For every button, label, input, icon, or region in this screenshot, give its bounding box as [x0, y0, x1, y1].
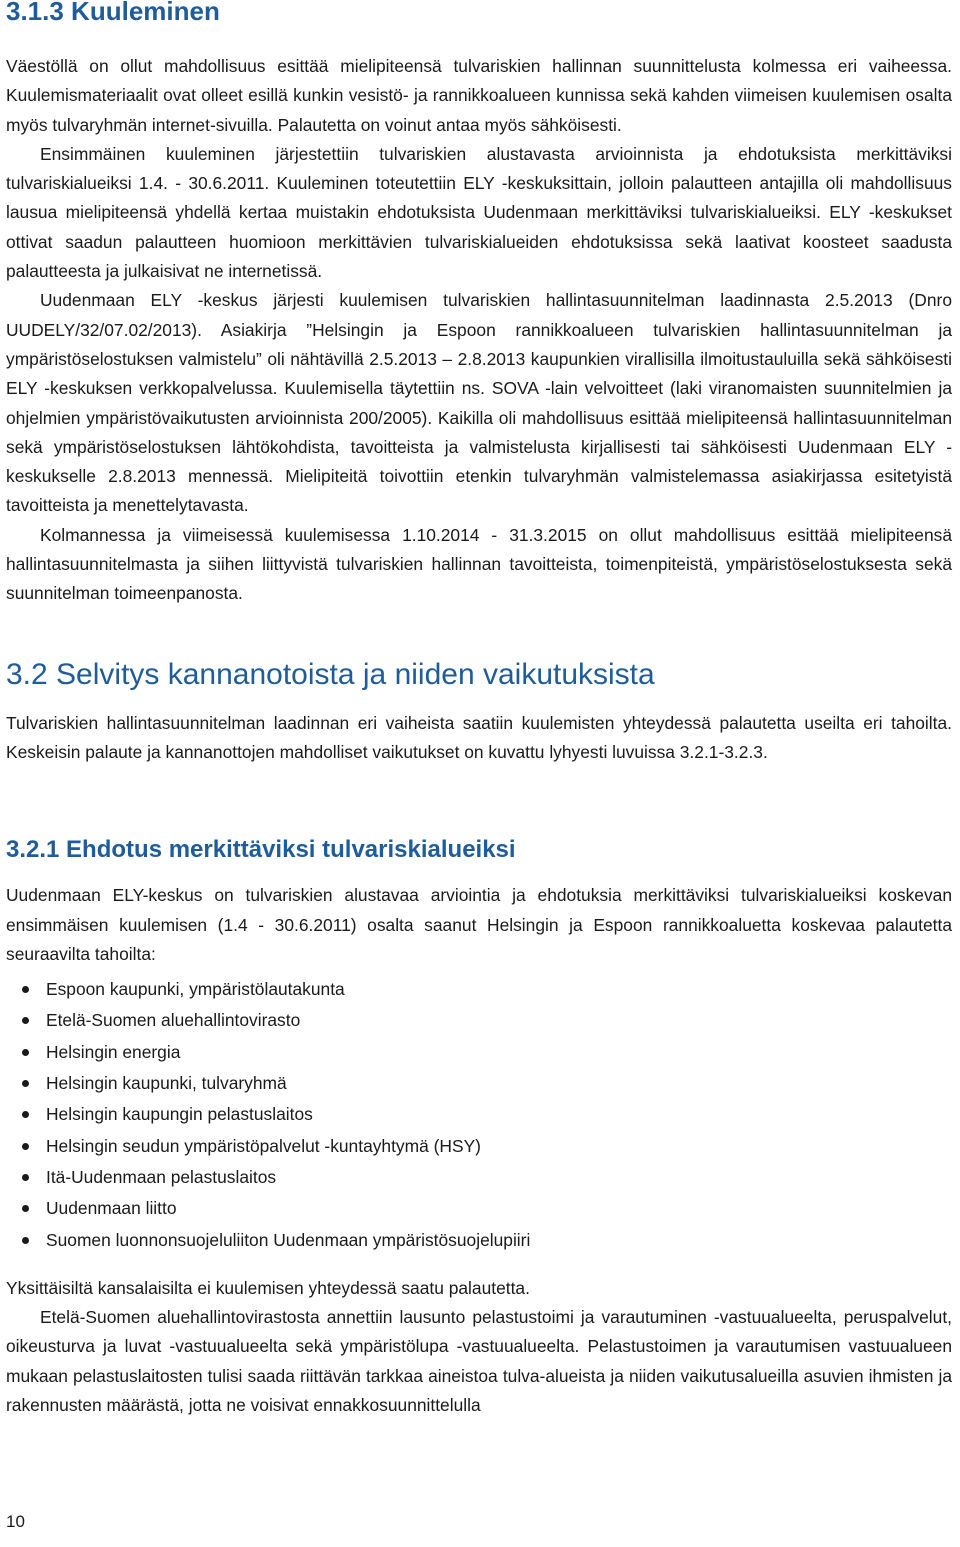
paragraph-feedback-summary: Tulvariskien hallintasuunnitelman laadinnan eri vaiheista saatiin kuulemisten yhteydessä palautetta useilta eri tahoilta. Keskeisin palaute ja kannanottojen mahdolliset vaikutukset on kuvattu lyhyesti luvuissa 3.2.1-3.2.3.: [6, 712, 952, 762]
paragraph-no-citizen-feedback: Yksittäisiltä kansalaisilta ei kuulemisen yhteydessä saatu palautetta.: [6, 1277, 530, 1298]
list-item: Itä-Uudenmaan pelastuslaitos: [6, 1162, 952, 1193]
list-item: Espoon kaupunki, ympäristölautakunta: [6, 974, 952, 1005]
list-item: Helsingin kaupunki, tulvaryhmä: [6, 1068, 952, 1099]
document-page: [6, 0, 952, 1420]
bullet-icon: [22, 1237, 29, 1244]
list-item: Uudenmaan liitto: [6, 1193, 952, 1224]
bullet-icon: [22, 1080, 29, 1087]
page-number: 10: [6, 1512, 25, 1531]
paragraph-second-hearing: Uudenmaan ELY -keskus järjesti kuulemisen tulvariskien hallintasuunnitelman laadinnasta 2.5.2013 (Dnro UUDELY/32/07.02/2013). Asiakirja ”Helsingin ja Espoon rannikkoalueen tulvariskien hallintasuunnitelman ja ympäristöselostuksen valmistelu” oli nähtävillä 2.5.2013 – 2.8.2013 kaupunkien virallisilla ilmoitustauluilla sekä sähköisesti ELY -keskuksen verkkopalvelussa. Kuulemisella täytettiin ns. SOVA -lain velvoitteet (laki viranomaisten suunnitelmien ja ohjelmien ympäristövaikutusten arvioinnista 200/2005). Kaikilla oli mahdollisuus esittää mielipiteensä hallintasuunnitelman sekä ympäristöselostuksen lähtökohdista, tavoitteista ja valmistelusta kirjallisesti tai sähköisesti Uudenmaan ELY -keskukselle 2.8.2013 mennessä. Mielipiteitä toivottiin etenkin tulvaryhmän valmistelemassa asiakirjassa esitetyistä tavoitteista ja menettelytavasta.: [6, 290, 952, 516]
feedback-source-list: [6, 974, 952, 1256]
paragraph-avi-statement: Etelä-Suomen aluehallintovirastosta annettiin lausunto pelastustoimi ja varautuminen -vastuualueelta, peruspalvelut, oikeusturva ja luvat -vastuualueelta sekä ympäristölupa -vastuualueelta. Pelastustoimen ja varautumisen vastuualueen mukaan pelastuslaitosten tulisi saada riittävän tarkkaa aineistoa tulva-alueista ja niiden vaikutusalueilla asuvien ihmisten ja rakennusten määrästä, jotta ne voisivat ennakkosuunnittelulla: [6, 1307, 952, 1415]
section-heading-3-1-3: 3.1.3 Kuuleminen: [6, 0, 220, 26]
bullet-icon: [22, 1049, 29, 1056]
section-heading-3-2: 3.2 Selvitys kannanotoista ja niiden vaikutuksista: [6, 657, 655, 691]
section-heading-3-2-1: 3.2.1 Ehdotus merkittäviksi tulvariskialueiksi: [6, 836, 516, 864]
bullet-icon: [22, 986, 29, 993]
bullet-icon: [22, 1205, 29, 1212]
list-item: Helsingin seudun ympäristöpalvelut -kuntayhtymä (HSY): [6, 1131, 952, 1162]
paragraph-feedback-sources-intro: Uudenmaan ELY-keskus on tulvariskien alustavaa arviointia ja ehdotuksia merkittäviksi tulvariskialueiksi koskevan ensimmäisen kuulemisen (1.4 - 30.6.2011) osalta saanut Helsingin ja Espoon rannikkoaluetta koskevaa palautetta seuraavilta tahoilta:: [6, 885, 952, 964]
paragraph-hearing-intro: Väestöllä on ollut mahdollisuus esittää mielipiteensä tulvariskien hallinnan suunnittelusta kolmessa eri vaiheessa. Kuulemismateriaalit ovat olleet esillä kunkin vesistö- ja rannikkoalueen kunnissa sekä kahden viimeisen kuulemisen osalta myös tulvaryhmän internet-sivuilla. Palautetta on voinut antaa myös sähköisesti.: [6, 56, 952, 135]
paragraph-first-hearing: Ensimmäinen kuuleminen järjestettiin tulvariskien alustavasta arvioinnista ja ehdotuksista merkittäviksi tulvariskialueiksi 1.4. - 30.6.2011. Kuuleminen toteutettiin ELY -keskuksittain, jolloin palautteen antajilla oli mahdollisuus lausua mielipiteensä yhdellä kertaa muistakin ehdotuksista Uudenmaan merkittäviksi tulvariskialueiksi. ELY -keskukset ottivat saadun palautteen huomioon merkittävien tulvariskialueiden ehdotuksissa sekä laativat koosteet saadusta palautteesta ja julkaisivat ne internetissä.: [6, 143, 952, 282]
list-item: Helsingin kaupungin pelastuslaitos: [6, 1099, 952, 1130]
list-item: Etelä-Suomen aluehallintovirasto: [6, 1005, 952, 1036]
bullet-icon: [22, 1017, 29, 1024]
list-item: Suomen luonnonsuojeluliiton Uudenmaan ympäristösuojelupiiri: [6, 1225, 952, 1256]
bullet-icon: [22, 1111, 29, 1118]
bullet-icon: [22, 1174, 29, 1181]
paragraph-third-hearing: Kolmannessa ja viimeisessä kuulemisessa 1.10.2014 - 31.3.2015 on ollut mahdollisuus esittää mielipiteensä hallintasuunnitelmasta ja siihen liittyvistä tulvariskien hallinnan tavoitteista, toimenpiteistä, ympäristöselostuksesta sekä suunnitelman toimeenpanosta.: [6, 524, 952, 604]
bullet-icon: [22, 1143, 29, 1150]
list-item: Helsingin energia: [6, 1037, 952, 1068]
